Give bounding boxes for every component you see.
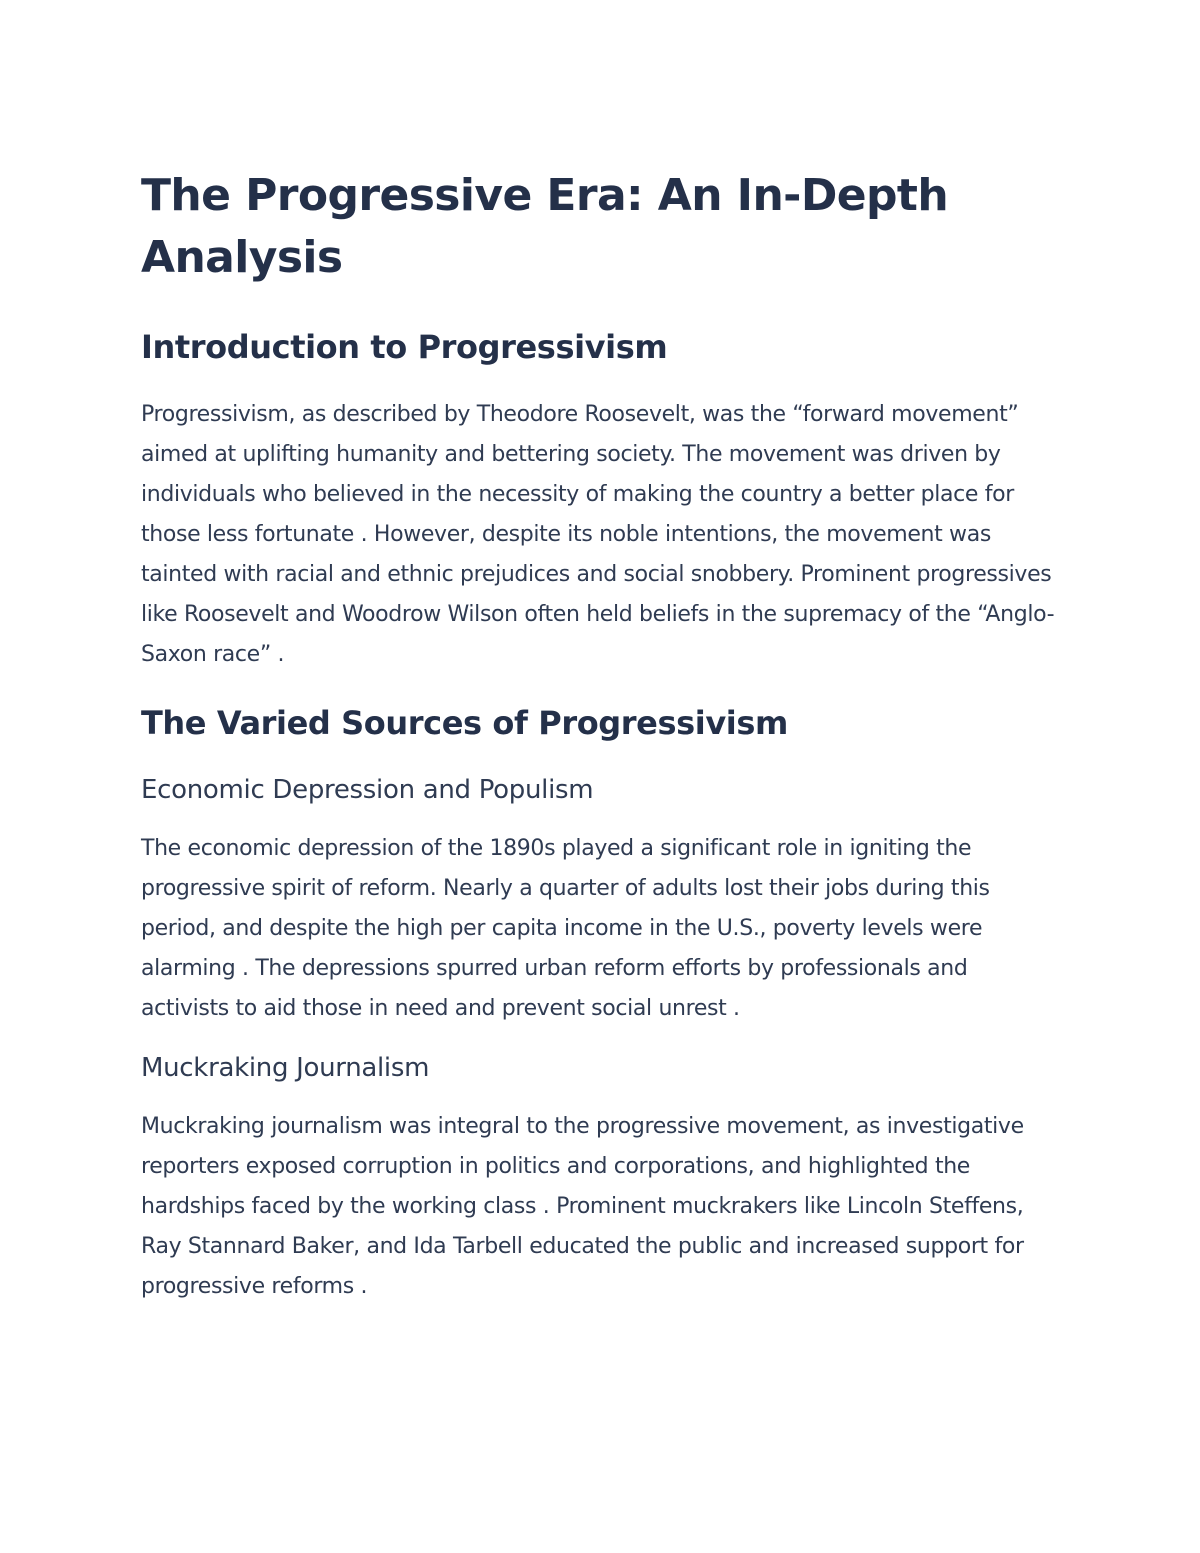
paragraph-economic-depression: The economic depression of the 1890s played a significant role in igniting the progressive spirit of reform. Nearly a quarter of adults lost their jobs during this period, and despite the high per capita income in the U.S., poverty levels were alarming . The depressions spurred urban reform efforts by professionals and activists to aid those in need and prevent social unrest .	[141, 836, 990, 1021]
paragraph-muckraking: Muckraking journalism was integral to the progressive movement, as investigative reporters exposed corruption in politics and corporations, and highlighted the hardships faced by the working class . Prominent muckrakers like Lincoln Steffens, Ray Stannard Baker, and Ida Tarbell educated the public and increased support for progressive reforms .	[141, 1114, 1024, 1299]
document-page	[141, 165, 1061, 1307]
section-heading-introduction: Introduction to Progressivism	[141, 328, 668, 366]
section-heading-varied-sources: The Varied Sources of Progressivism	[141, 704, 788, 742]
paragraph-introduction: Progressivism, as described by Theodore Roosevelt, was the “forward movement” aimed at uplifting humanity and bettering society. The movement was driven by individuals who believed in the necessity of making the country a better place for those less fortunate . However, despite its noble intentions, the movement was tainted with racial and ethnic prejudices and social snobbery. Prominent progressives like Roosevelt and Woodrow Wilson often held beliefs in the supremacy of the “Anglo-Saxon race” .	[141, 402, 1055, 667]
document-title: The Progressive Era: An In-Depth Analysis	[141, 170, 949, 283]
subsection-heading-muckraking: Muckraking Journalism	[141, 1053, 430, 1083]
subsection-heading-economic-depression: Economic Depression and Populism	[141, 775, 594, 805]
